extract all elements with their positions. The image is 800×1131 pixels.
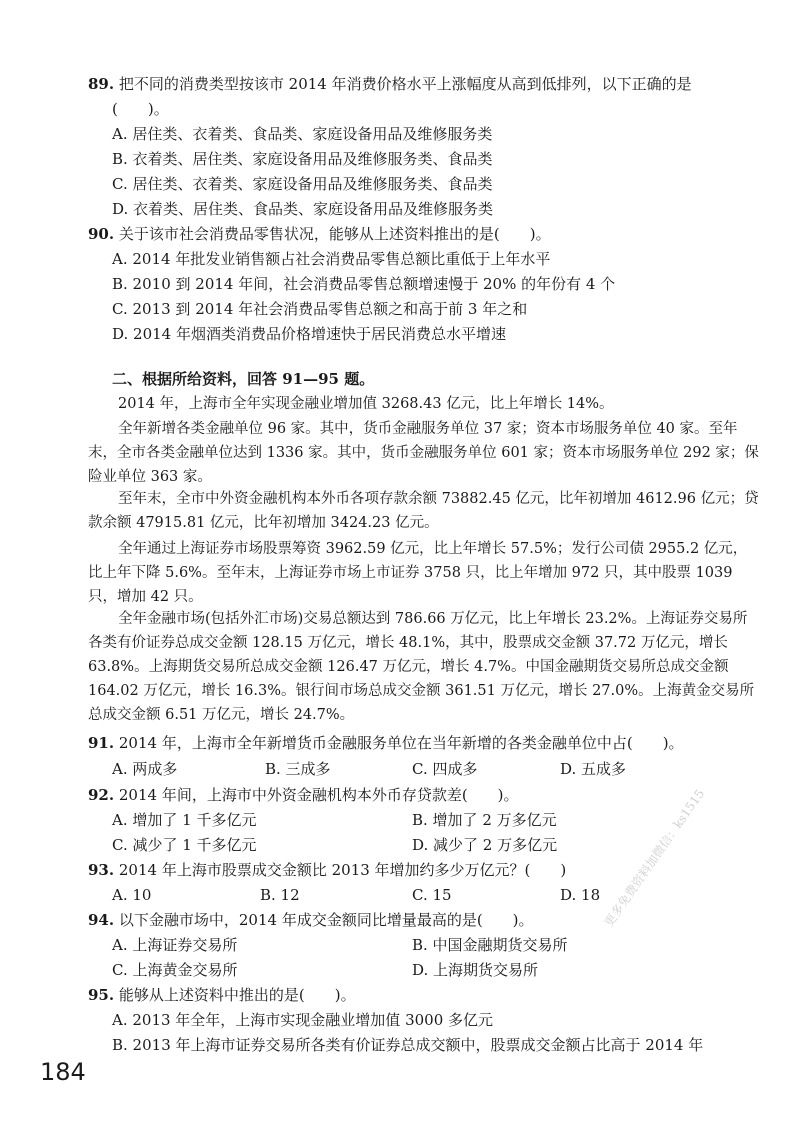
material-paragraph: 全年通过上海证券市场股票筹资 3962.59 亿元，比上年增长 57.5%；发行公司债 2955.2 亿元，比上年下降 5.6%。至年末，上海证券市场上市证券 3758 只，比上年增加 972 只，其中股票 1039 只，增加 42 只。: [88, 541, 748, 605]
question-stem-cont: ( )。: [112, 100, 169, 118]
question-number: 92.: [88, 786, 115, 804]
section-heading: 二、根据所给资料，回答 91—95 题。: [112, 370, 375, 388]
option-c: C. 上海黄金交易所: [112, 961, 238, 979]
material-paragraph: 2014 年，上海市全年实现金融业增加值 3268.43 亿元，比上年增长 14%。: [118, 396, 614, 412]
question-94: [88, 908, 534, 932]
question-stem: 2014 年间，上海市中外资金融机构本外币存贷款差( )。: [118, 786, 519, 804]
option-c: C. 减少了 1 千多亿元: [112, 836, 257, 854]
question-stem: 关于该市社会消费品零售状况，能够从上述资料推出的是( )。: [118, 225, 551, 243]
question-number: 95.: [88, 986, 115, 1004]
option-b: B. 衣着类、居住类、家庭设备用品及维修服务类、食品类: [112, 150, 493, 168]
option-b: B. 2013 年上海市证券交易所各类有价证券总成交额中，股票成交金额占比高于 2014 年: [112, 1036, 704, 1054]
option-d: D. 五成多: [560, 760, 627, 778]
question-91: [88, 731, 684, 755]
option-a: A. 居住类、衣着类、食品类、家庭设备用品及维修服务类: [112, 125, 493, 143]
question-number: 94.: [88, 911, 115, 929]
watermark-text: 更多免费资料加微信：ks1515: [601, 786, 708, 930]
page-number: 184: [40, 1058, 86, 1086]
question-89: [88, 72, 692, 96]
option-a: A. 两成多: [112, 760, 178, 778]
option-b: B. 三成多: [265, 760, 331, 778]
question-92: [88, 783, 519, 807]
option-d: D. 衣着类、居住类、食品类、家庭设备用品及维修服务类: [112, 200, 494, 218]
option-d: D. 2014 年烟酒类消费品价格增速快于居民消费总水平增速: [112, 325, 506, 343]
material-paragraph: 至年末，全市中外资金融机构本外币各项存款余额 73882.45 亿元，比年初增加 4612.96 亿元；贷款余额 47915.81 亿元，比年初增加 3424.23 亿元。: [88, 491, 759, 531]
option-d: D. 减少了 2 万多亿元: [412, 836, 558, 854]
option-a: A. 10: [112, 886, 152, 904]
question-number: 89.: [88, 75, 115, 93]
option-c: C. 居住类、衣着类、家庭设备用品及维修服务类、食品类: [112, 175, 493, 193]
question-stem: 能够从上述资料中推出的是( )。: [118, 986, 356, 1004]
option-c: C. 15: [412, 886, 452, 904]
question-stem: 把不同的消费类型按该市 2014 年消费价格水平上涨幅度从高到低排列，以下正确的是: [118, 75, 692, 93]
question-90: [88, 222, 551, 246]
question-number: 91.: [88, 734, 115, 752]
option-b: B. 增加了 2 万多亿元: [412, 811, 557, 829]
option-a: A. 2013 年全年，上海市实现金融业增加值 3000 多亿元: [112, 1011, 494, 1029]
option-b: B. 中国金融期货交易所: [412, 936, 568, 954]
option-a: A. 上海证券交易所: [112, 936, 238, 954]
option-a: A. 2014 年批发业销售额占社会消费品零售总额比重低于上年水平: [112, 250, 551, 268]
option-d: D. 上海期货交易所: [412, 961, 539, 979]
question-stem: 2014 年上海市股票成交金额比 2013 年增加约多少万亿元？( ): [118, 861, 567, 879]
option-b: B. 12: [260, 886, 300, 904]
option-b: B. 2010 到 2014 年间，社会消费品零售总额增速慢于 20% 的年份有 4 个: [112, 275, 616, 293]
option-a: A. 增加了 1 千多亿元: [112, 811, 257, 829]
option-c: C. 2013 到 2014 年社会消费品零售总额之和高于前 3 年之和: [112, 300, 528, 318]
question-stem: 2014 年，上海市全年新增货币金融服务单位在当年新增的各类金融单位中占( )。: [118, 734, 684, 752]
question-number: 90.: [88, 225, 115, 243]
question-stem: 以下金融市场中，2014 年成交金额同比增量最高的是( )。: [118, 911, 534, 929]
question-93: [88, 858, 566, 882]
material-paragraph: 全年新增各类金融单位 96 家。其中，货币金融服务单位 37 家；资本市场服务单位 40 家。至年末，全市各类金融单位达到 1336 家。其中，货币金融服务单位 601 家；资本市场服务单位 292 家；保险业单位 363 家。: [88, 421, 759, 485]
question-number: 93.: [88, 861, 115, 879]
option-d: D. 18: [560, 886, 601, 904]
option-c: C. 四成多: [412, 760, 478, 778]
question-95: [88, 983, 356, 1007]
material-paragraph: 全年金融市场(包括外汇市场)交易总额达到 786.66 万亿元，比上年增长 23.2%。上海证券交易所各类有价证券总成交金额 128.15 万亿元，增长 48.1%，其中，股票成交金额 37.72 万亿元，增长 63.8%。上海期货交易所总成交金额 126.47 万亿元，增长 4.7%。中国金融期货交易所总成交金额 164.02 万亿元，增长 16.3%。银行间市场总成交金额 361.51 万亿元，增长 27.0%。上海黄金交易所总成交金额 6.51 万亿元，增长 24.7%。: [88, 611, 755, 723]
